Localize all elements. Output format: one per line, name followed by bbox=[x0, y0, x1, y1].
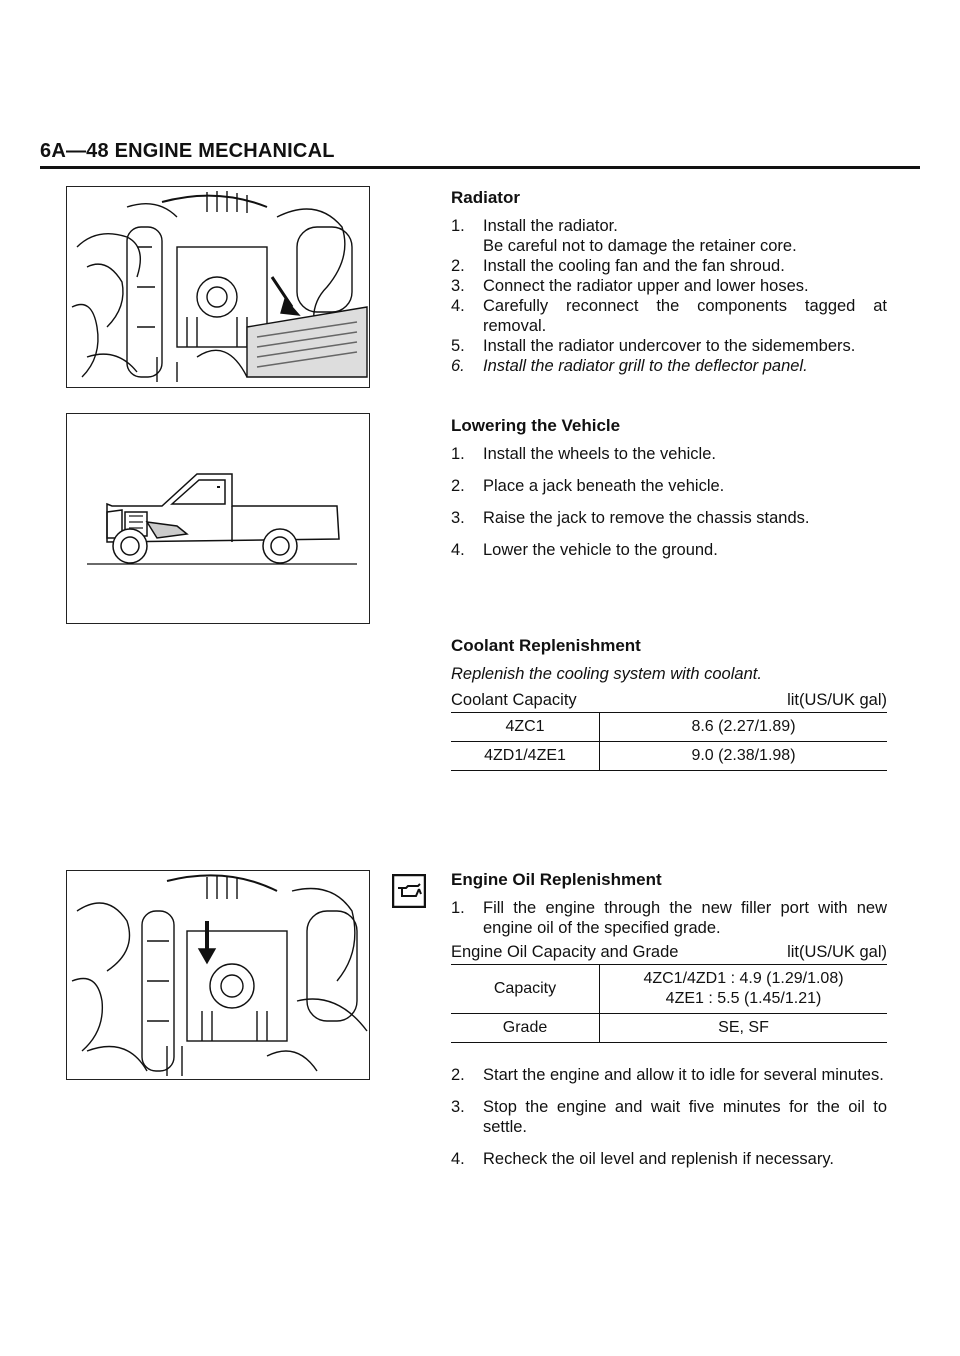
step-number: 4. bbox=[451, 297, 465, 315]
step-text: Be careful not to damage the retainer core. bbox=[483, 237, 797, 255]
step-number: 3. bbox=[451, 277, 465, 295]
list-item bbox=[451, 216, 887, 256]
engine-cell: 4ZC1 bbox=[451, 713, 600, 742]
step-text: Stop the engine and wait five minutes for the oil to settle. bbox=[483, 1098, 887, 1136]
step-text: Install the radiator. bbox=[483, 217, 618, 235]
step-number: 1. bbox=[451, 217, 465, 235]
caption-label: Engine Oil Capacity and Grade bbox=[451, 943, 679, 961]
grade-value-cell: SE, SF bbox=[600, 1014, 888, 1043]
step-text: Place a jack beneath the vehicle. bbox=[483, 477, 725, 495]
list-item bbox=[451, 476, 887, 496]
oil-filler-illustration bbox=[66, 870, 370, 1080]
table-row bbox=[451, 1014, 887, 1043]
step-text: Install the radiator undercover to the sidemembers. bbox=[483, 337, 856, 355]
step-text: Fill the engine through the new filler port with new engine oil of the specified grade. bbox=[483, 899, 887, 937]
engine-cell: 4ZD1/4ZE1 bbox=[451, 742, 600, 771]
vehicle-illustration bbox=[66, 413, 370, 624]
list-item bbox=[451, 1097, 887, 1137]
step-text: Install the cooling fan and the fan shroud. bbox=[483, 257, 785, 275]
step-number: 1. bbox=[451, 445, 465, 463]
table-row bbox=[451, 965, 887, 1014]
header-rule bbox=[40, 166, 920, 169]
step-text: Raise the jack to remove the chassis stands. bbox=[483, 509, 810, 527]
coolant-intro: Replenish the cooling system with coolant. bbox=[451, 665, 762, 683]
step-text: Lower the vehicle to the ground. bbox=[483, 541, 718, 559]
coolant-caption bbox=[451, 690, 887, 713]
list-item bbox=[451, 540, 887, 560]
list-item bbox=[451, 508, 887, 528]
capacity-label-cell: Capacity bbox=[451, 965, 600, 1014]
capacity-value-line: 4ZE1 : 5.5 (1.45/1.21) bbox=[665, 990, 822, 1007]
list-item bbox=[451, 444, 887, 464]
step-text: Install the radiator grill to the deflector panel. bbox=[483, 357, 808, 375]
oil-section bbox=[451, 870, 887, 1181]
oil-caption bbox=[451, 942, 887, 965]
oil-step-1 bbox=[451, 898, 887, 938]
list-item bbox=[451, 898, 887, 938]
step-text: Start the engine and allow it to idle for several minutes. bbox=[483, 1066, 884, 1084]
step-number: 2. bbox=[451, 477, 465, 495]
oil-can-icon bbox=[392, 874, 426, 908]
radiator-section bbox=[451, 188, 887, 376]
radiator-steps bbox=[451, 216, 887, 376]
list-item bbox=[451, 336, 887, 356]
value-cell: 8.6 (2.27/1.89) bbox=[600, 713, 888, 742]
lowering-steps bbox=[451, 444, 887, 560]
step-text: Install the wheels to the vehicle. bbox=[483, 445, 716, 463]
step-number: 2. bbox=[451, 257, 465, 275]
lowering-section bbox=[451, 416, 887, 572]
coolant-section bbox=[451, 636, 887, 771]
lowering-title: Lowering the Vehicle bbox=[451, 416, 621, 435]
list-item bbox=[451, 356, 887, 376]
step-number: 3. bbox=[451, 1098, 465, 1116]
oil-capacity-table bbox=[451, 965, 887, 1043]
list-item bbox=[451, 1149, 887, 1169]
list-item bbox=[451, 256, 887, 276]
step-number: 1. bbox=[451, 899, 465, 917]
caption-unit: lit(US/UK gal) bbox=[787, 943, 887, 961]
step-number: 4. bbox=[451, 1150, 465, 1168]
list-item bbox=[451, 1065, 887, 1085]
grade-label-cell: Grade bbox=[451, 1014, 600, 1043]
step-text: Recheck the oil level and replenish if necessary. bbox=[483, 1150, 834, 1168]
radiator-title: Radiator bbox=[451, 188, 520, 207]
oil-steps bbox=[451, 1065, 887, 1169]
list-item bbox=[451, 276, 887, 296]
capacity-value-cell bbox=[600, 965, 888, 1014]
step-text: Connect the radiator upper and lower hoses. bbox=[483, 277, 809, 295]
page-title: 6A—48 ENGINE MECHANICAL bbox=[40, 140, 335, 162]
capacity-value-line: 4ZC1/4ZD1 : 4.9 (1.29/1.08) bbox=[643, 970, 844, 987]
radiator-illustration bbox=[66, 186, 370, 388]
step-number: 2. bbox=[451, 1066, 465, 1084]
coolant-title: Coolant Replenishment bbox=[451, 636, 641, 655]
step-number: 3. bbox=[451, 509, 465, 527]
table-row bbox=[451, 713, 887, 742]
step-text: Carefully reconnect the components tagged at removal. bbox=[483, 297, 887, 335]
coolant-capacity-table bbox=[451, 713, 887, 771]
step-number: 5. bbox=[451, 337, 465, 355]
caption-unit: lit(US/UK gal) bbox=[787, 691, 887, 709]
list-item bbox=[451, 296, 887, 336]
value-cell: 9.0 (2.38/1.98) bbox=[600, 742, 888, 771]
oil-title: Engine Oil Replenishment bbox=[451, 870, 662, 889]
step-number: 6. bbox=[451, 357, 465, 375]
caption-label: Coolant Capacity bbox=[451, 691, 577, 709]
table-row bbox=[451, 742, 887, 771]
step-number: 4. bbox=[451, 541, 465, 559]
